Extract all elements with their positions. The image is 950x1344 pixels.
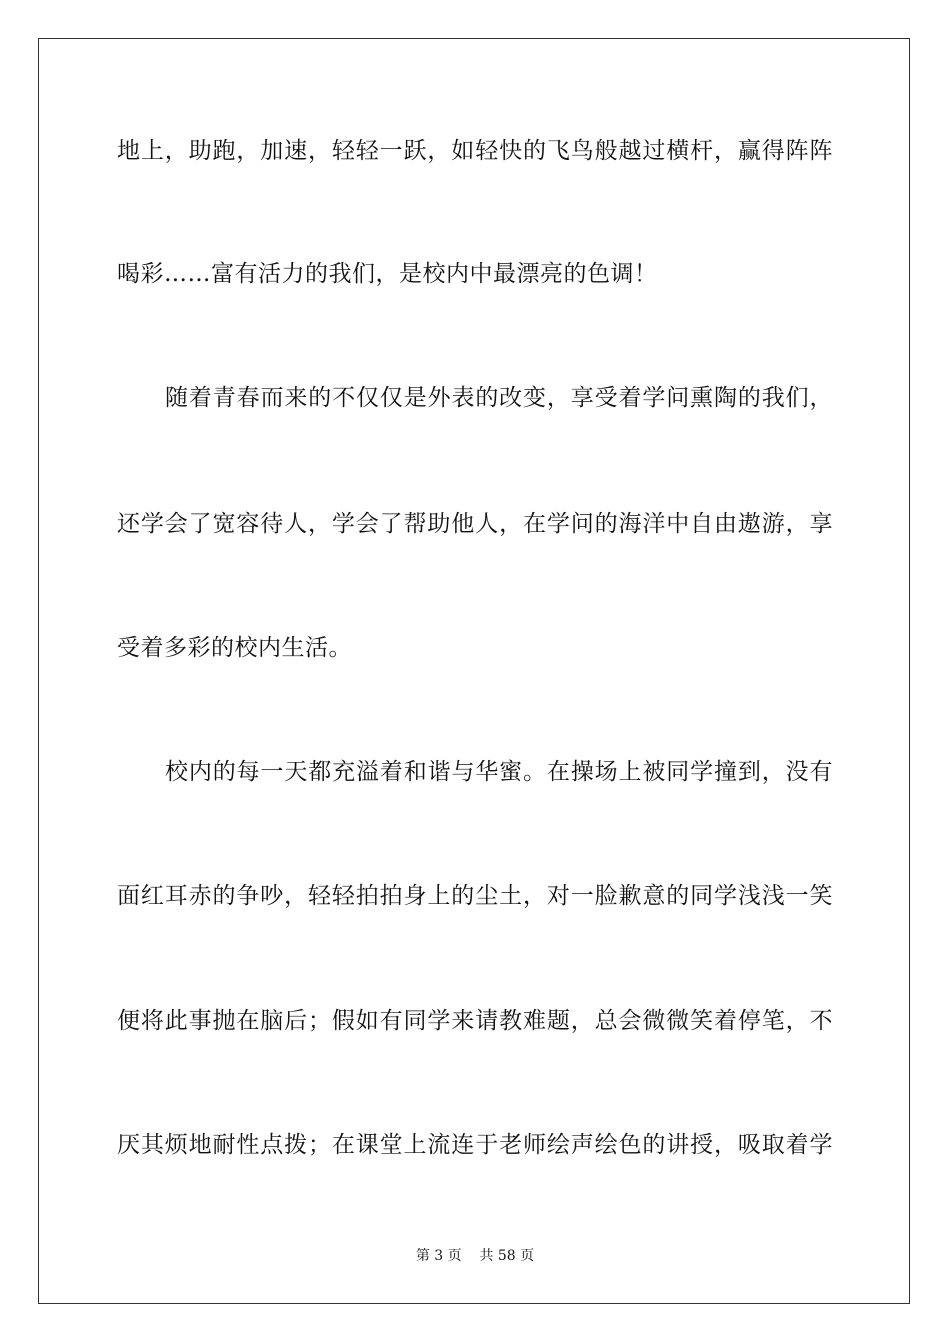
page-footer (0, 1246, 950, 1266)
text-line: 受着多彩的校内生活。 (117, 635, 352, 661)
text-line: 随着青春而来的不仅仅是外表的改变，享受着学问熏陶的我们， (165, 385, 833, 411)
page-total: 共 58 页 (479, 1248, 535, 1264)
text-line: 便将此事抛在脑后；假如有同学来请教难题，总会微微笑着停笔，不 (117, 1008, 833, 1034)
text-line: 面红耳赤的争吵，轻轻拍拍身上的尘土，对一脸歉意的同学浅浅一笑 (117, 883, 833, 909)
text-line: 喝彩……富有活力的我们，是校内中最漂亮的色调！ (117, 261, 658, 287)
text-line: 校内的每一天都充溢着和谐与华蜜。在操场上被同学撞到，没有 (165, 759, 833, 785)
text-line: 厌其烦地耐性点拨；在课堂上流连于老师绘声绘色的讲授，吸取着学 (117, 1132, 833, 1158)
page-border (38, 38, 910, 1304)
page-number: 第 3 页 (415, 1248, 462, 1264)
text-line: 地上，助跑，加速，轻轻一跃，如轻快的飞鸟般越过横杆，赢得阵阵 (117, 138, 833, 164)
text-line: 还学会了宽容待人，学会了帮助他人，在学问的海洋中自由遨游，享 (117, 511, 833, 537)
